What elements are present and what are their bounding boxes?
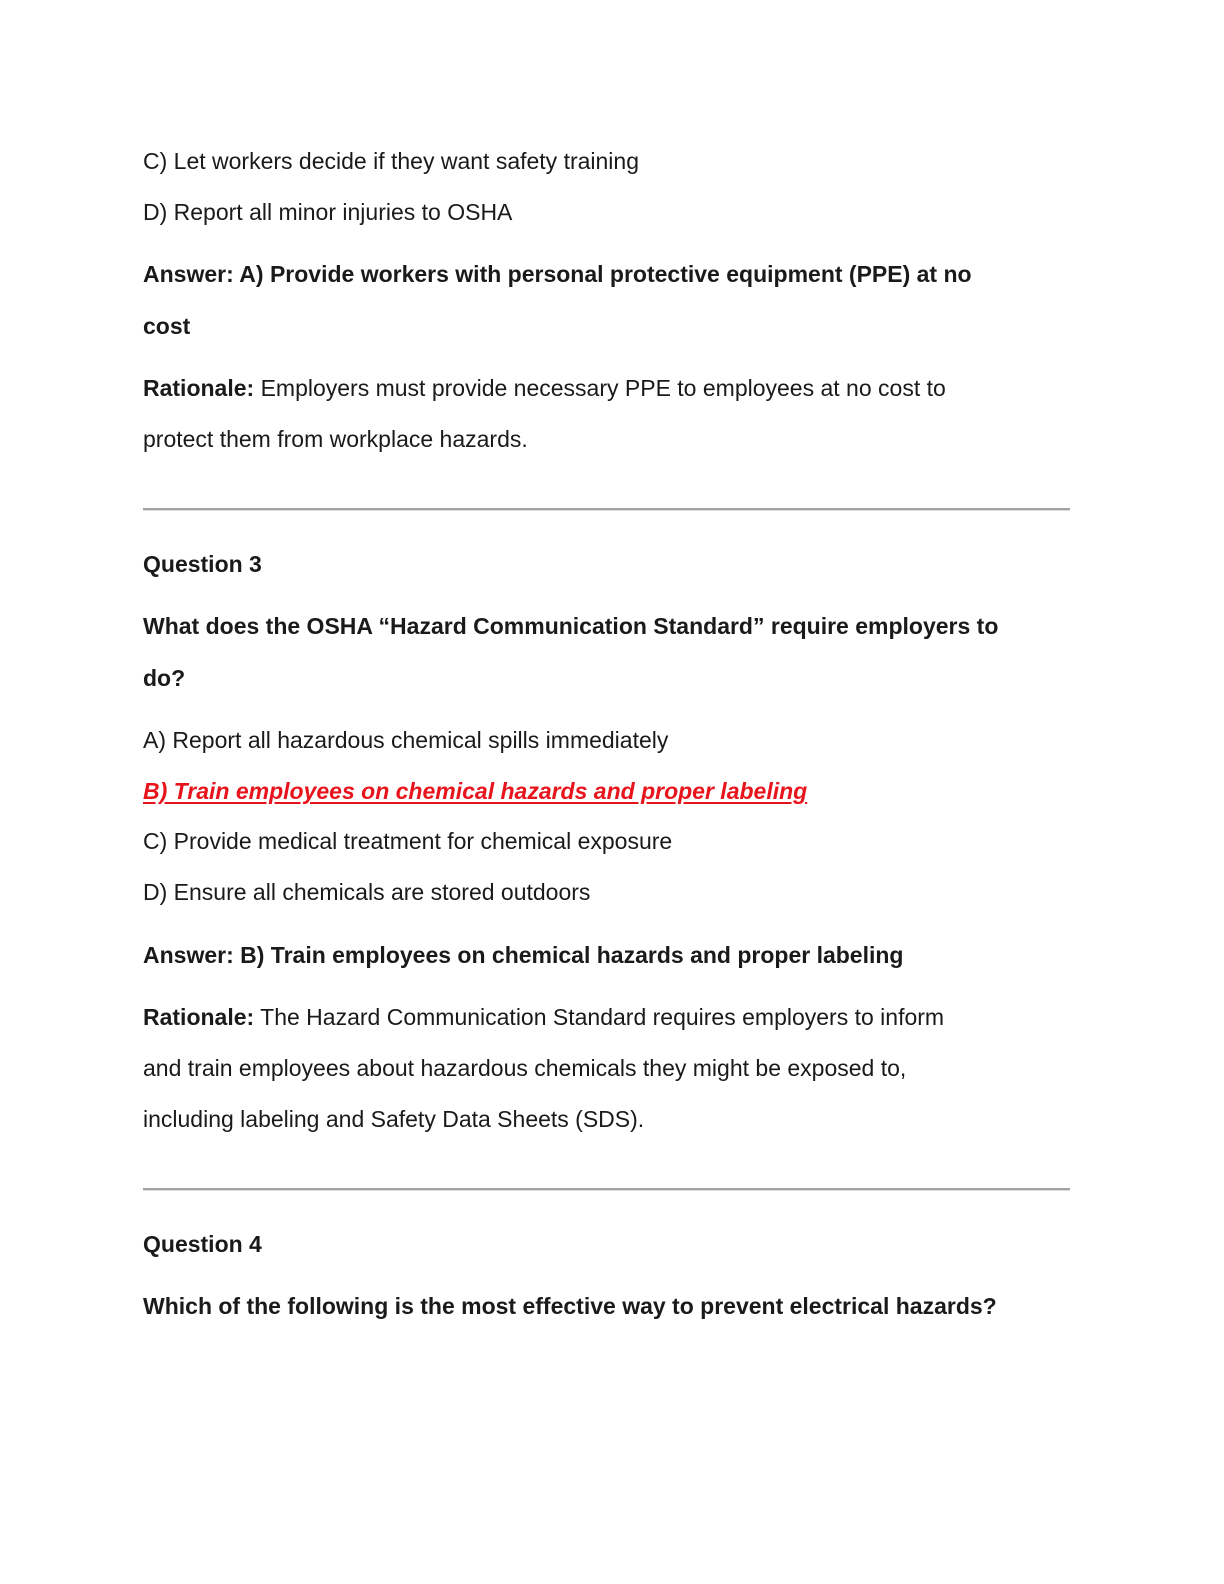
q3-rationale-label: Rationale: bbox=[143, 1004, 255, 1030]
q3-rationale-line-3: including labeling and Safety Data Sheets (SDS). bbox=[143, 1106, 645, 1132]
q3-option-b-correct bbox=[143, 776, 1073, 806]
q3-heading: Question 3 bbox=[143, 551, 262, 577]
q3-question-line-1: What does the OSHA “Hazard Communication Standard” require employers to bbox=[143, 613, 999, 639]
q2-answer-line-2: cost bbox=[143, 313, 191, 339]
q3-rationale-text-1: The Hazard Communication Standard requires employers to inform bbox=[254, 1004, 945, 1030]
q3-option-d: D) Ensure all chemicals are stored outdoors bbox=[143, 879, 591, 905]
q2-rationale-line-1 bbox=[143, 373, 1073, 403]
divider bbox=[143, 1188, 1070, 1191]
q3-answer: Answer: B) Train employees on chemical hazards and proper labeling bbox=[143, 942, 904, 968]
q2-rationale-line-2: protect them from workplace hazards. bbox=[143, 426, 528, 452]
q3-question-line-2: do? bbox=[143, 665, 186, 691]
q3-option-a: A) Report all hazardous chemical spills immediately bbox=[143, 727, 669, 753]
q2-rationale-text-1: Employers must provide necessary PPE to employees at no cost to bbox=[254, 375, 946, 401]
q2-answer-line-1: Answer: A) Provide workers with personal protective equipment (PPE) at no bbox=[143, 261, 972, 287]
q3-correct-option-text: B) Train employees on chemical hazards and proper labeling bbox=[143, 778, 808, 804]
divider bbox=[143, 508, 1070, 511]
q2-rationale-label: Rationale: bbox=[143, 375, 255, 401]
q3-rationale-line-1 bbox=[143, 1002, 1073, 1032]
q4-heading: Question 4 bbox=[143, 1231, 262, 1257]
q2-option-c: C) Let workers decide if they want safety training bbox=[143, 148, 640, 174]
q4-question: Which of the following is the most effective way to prevent electrical hazards? bbox=[143, 1293, 997, 1319]
q2-option-d: D) Report all minor injuries to OSHA bbox=[143, 199, 513, 225]
q3-rationale-line-2: and train employees about hazardous chemicals they might be exposed to, bbox=[143, 1055, 907, 1081]
q3-option-c: C) Provide medical treatment for chemical exposure bbox=[143, 828, 673, 854]
